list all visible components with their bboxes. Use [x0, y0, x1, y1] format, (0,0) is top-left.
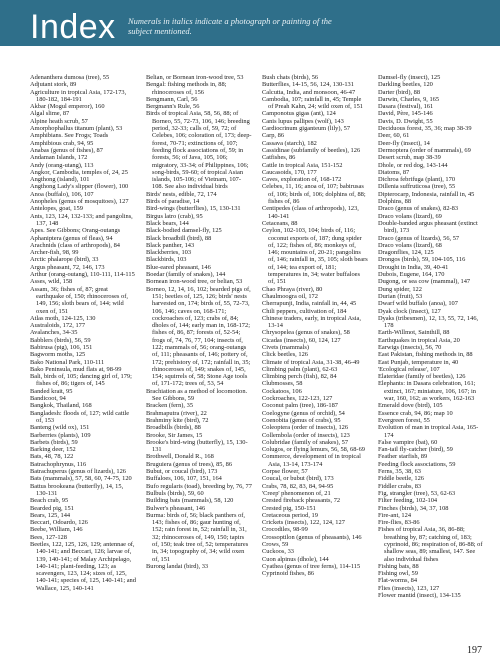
index-entry: Carp, 86	[262, 132, 285, 140]
index-entry: Celebes, 11, 16; anoa of, 107; babirusas of, 106; birds of, 106; dolphins of, 88; fishes of, 86	[262, 183, 366, 206]
index-entry: Dasara (festival), 161	[378, 103, 434, 111]
index-column-1	[30, 74, 136, 634]
index-entry: Argus pheasant, 72, 146, 173	[30, 263, 105, 271]
index-entry: Dugong, or sea cow (mammal), 147	[378, 278, 471, 286]
index-entry: Beebe, William, 146	[30, 526, 83, 534]
index-entry: Beccari, Odoardo, 126	[30, 519, 88, 527]
index-entry: Bangladesh: floods of, 127; wild cattle of, 153	[30, 409, 130, 424]
index-entry: Earwigs (insects), 56, 70	[378, 343, 442, 351]
index-entry: Barbets (birds), 59	[30, 438, 78, 446]
index-entry: Fishing owl, 59	[378, 570, 418, 578]
index-entry: Bats (mammals), 57, 58, 60, 74-75, 120	[30, 475, 132, 483]
index-entry: Amphibious crab, 94, 95	[30, 139, 94, 147]
index-entry: Bubut, or coucal (bird), 173	[146, 468, 218, 476]
index-entry: Angthong Lady's slipper (flower), 100	[30, 183, 129, 191]
index-entry: Barking deer, 152	[30, 446, 76, 454]
index-entry: Birds' nests, edible, 72, 174	[146, 190, 217, 198]
index-entry: Bush chats (birds), 56	[262, 74, 319, 81]
index-entry: Bengal: fishing methods in, 88; rhinoceroses of, 156	[146, 81, 227, 96]
page-number: 197	[467, 645, 482, 656]
index-entry: Black panther, 143	[146, 241, 195, 249]
index-entry: Drongos (birds), 59, 104-105, 116	[378, 256, 466, 264]
index-entry: Centipedes (class of arthropods), 123, 140-141	[262, 205, 359, 220]
index-entry: Dyaks (tribesmen), 12, 13, 55, 72, 146, 178	[378, 314, 479, 330]
index-entry: Deer-fly (insect), 14	[378, 139, 430, 147]
index-entry: Arachnids (class of arthropods), 84	[30, 241, 120, 249]
index-entry: Dyak clock (insect), 127	[378, 307, 441, 315]
index-entry: Calcutta, India, and monsoon, 46-47	[262, 88, 356, 96]
index-entry: East Punjab, temperature in, 40	[378, 358, 459, 366]
index-entry: Ants, 123, 124, 132-133; and pangolins, 137, 148	[30, 212, 133, 227]
index-entry: False vampire (bat), 60	[378, 438, 438, 446]
index-entry: Cuon alpinus (dhole), 144	[262, 555, 329, 563]
index-entry: Fan-tail fly-catcher (bird), 59	[378, 446, 453, 454]
index-entry: Caucasoids, 170, 177	[262, 168, 317, 176]
index-entry: Brooke, Sir James, 15	[146, 431, 203, 439]
index-entry: Fire-flies, 83-86	[378, 519, 420, 527]
index-entry: Draco volans (lizard), 68	[378, 241, 442, 249]
index-entry: David, Père, 145-146	[378, 110, 433, 118]
index-entry: 'Ecological release', 107	[378, 365, 440, 373]
index-entry: Fire-ant, 124	[378, 511, 412, 519]
italics-note: Numerals in italics indicate a photograph or painting of the subject mentioned.	[128, 16, 332, 37]
index-entry: Cuckoos, 33	[262, 548, 294, 556]
index-entry: Bracken (fern), 35	[146, 402, 194, 410]
index-entry: Durian (fruit), 53	[378, 292, 423, 300]
index-entry: Bergmann's Rule, 56	[146, 103, 200, 111]
index-entry: Burma: birds of, 56; black panthers of, 143; fishes of, 86; gaur hunting of, 152; rain forest in, 52; rainfall in, 31, 32; rhinoceroses of, 149, 150; tapirs of, 150; teak tree of, 52; temperatures in, 34; topography of, 34; wild oxen of, 151	[146, 511, 249, 563]
index-entry: Birgus latro (crab), 95	[146, 212, 203, 220]
index-entry: Earthquakes in tropical Asia, 20	[378, 336, 460, 344]
index-entry: Collembola (order of insects), 123	[262, 431, 350, 439]
index-entry: Chili peppers, cultivation of, 184	[262, 307, 347, 315]
index-entry: Adjutant stork, 89	[30, 81, 77, 89]
index-entry: Buffaloes, 106, 107, 151, 164	[146, 475, 222, 483]
index-entry: Bruguiera (genus of trees), 85, 86	[146, 460, 233, 468]
index-entry: Anabas (genus of fishes), 87	[30, 146, 103, 154]
index-entry: Drought in India, 39, 40-41	[378, 263, 449, 271]
index-entry: Butterflies, 14-15, 56, 124, 130-131	[262, 81, 354, 89]
index-entry: Coelogyne (genus of orchid), 54	[262, 409, 345, 417]
index-entry: Cardiocrinum giganteum (lily), 57	[262, 125, 351, 133]
index-entry: Brahmaputra (river), 22	[146, 409, 207, 417]
index-entry: Black bears, 144	[146, 219, 189, 227]
index-entry: Dhole, or red dog, 143-144	[378, 161, 448, 169]
index-entry: Dubois, Eugene, 164, 170	[378, 271, 445, 279]
index-entry: Brachiation as a method of locomotion. See Gibbons, 59	[146, 387, 248, 403]
index-entry: Finches (birds), 34, 37, 108	[378, 504, 449, 512]
index-entry: Belian, or Bornean iron-wood tree, 53	[146, 74, 244, 81]
page-title: Index	[30, 8, 116, 46]
index-entry: Cetaceans, 88	[262, 219, 298, 227]
index-entry: Anoa (buffalo), 106, 107	[30, 190, 94, 198]
index-entry: Cyprinoid fishes, 86	[262, 570, 315, 578]
index-entry: Dung spider, 122	[378, 285, 422, 293]
index-entry: Civets (mammals)	[262, 343, 310, 351]
index-entry: Cassava (starch), 182	[262, 139, 317, 147]
index-entry: Fiddler crabs, 83	[378, 482, 422, 490]
index-entry: Assam, 36; fishes of, 87; great earthquake of, 150; rhinoceroses of, 149, 156; sloth bears of, 144; wild oxen of, 151	[30, 285, 128, 315]
index-entry: Fishes of tropical Asia, 36, 86-88; breathing by, 87; catching of, 183; cyprinoid, 86; respiration of, 86-88; of shallow seas, 89; smallest, 147. See also individual fishes	[378, 526, 483, 563]
index-entry: Banteng (wild ox), 151	[30, 424, 90, 432]
index-entry: Deciduous forest, 35, 36; map 38-39	[378, 125, 472, 133]
index-entry: Corpse flower, 57	[262, 468, 308, 476]
index-entry: Bagworm moths, 125	[30, 351, 86, 359]
index-entry: Angthong (island), 101	[30, 176, 90, 184]
index-entry: Evolution of man in tropical Asia, 165-174	[378, 424, 479, 439]
index-entry: Blue-eared pheasant, 146	[146, 263, 211, 271]
index-column-4	[378, 74, 484, 634]
index-entry: Angkor, Cambodia, temples of, 24, 25	[30, 168, 128, 176]
index-entry: Bulwer's pheasant, 146	[146, 504, 206, 512]
index-entry: Beach crab, 95	[30, 497, 69, 505]
index-column-3	[262, 74, 368, 634]
index-entry: Bats, 48, 78, 122	[30, 453, 74, 461]
index-entry: Chaulmoogra oil, 172	[262, 292, 318, 300]
index-entry: Crabs, 78, 82, 83, 84, 94-95	[262, 482, 334, 490]
index-entry: Emerald dove (bird), 105	[378, 402, 443, 410]
index-entry: Bulbuls (birds), 59, 60	[146, 489, 204, 497]
index-entry: Chrysopelea (genus of snakes), 58	[262, 329, 350, 337]
index-entry: Cretaceous period, 19	[262, 511, 318, 519]
index-entry: Babirusa (pig), 106, 151	[30, 343, 93, 351]
index-entry: Amphibians. See Frogs; Toads	[30, 132, 109, 140]
index-entry: Damsel-fly (insect), 125	[378, 74, 441, 81]
index-entry: Dichroa febrifuga (plant), 170	[378, 176, 456, 184]
index-entry: Cambodia, 107; rainfall in, 45; Temple of Preah Kahn, 24; wild oxen of, 151	[262, 95, 363, 111]
index-entry: Coucal, or bubut (bird), 173	[262, 475, 334, 483]
index-entry: Bees, 127-128	[30, 533, 67, 541]
index-entry: Agriculture in tropical Asia, 172-173, 180-182, 184-191	[30, 88, 127, 103]
index-entry: Bufo regularis (toad), breeding by, 76, 77	[146, 482, 252, 490]
index-entry: Aphaniptera (genus of fleas), 94	[30, 234, 113, 242]
index-entry: Deer, 60, 61	[378, 132, 410, 140]
index-entry: Borneo, 12, 14, 16, 102; bearded pigs of, 151; beetles of, 125, 126; birds' nests harvested on, 174; birds of, 55, 72-73, 106, 146; caves on, 168-171; cockroaches of, 123; crabs of, 84; dholes of, 144; early man in, 168-172; fishes of, 86, 87; forests of, 52-54; frogs of, 74, 76, 77, 104; insects of, 122; mammals of, 56; orang-outangs of, 111; pheasants of, 146; pottery of, 172; prehistory of, 172; rainfall in, 35; rhinoceroses of, 149; snakes of, 145, 154; squirrels of, 58; Stone Age tools of, 171-172; trees of, 53, 54	[146, 285, 251, 388]
index-entry: Dwarf wild buffalo (anoa), 107	[378, 300, 458, 308]
index-entry: Babblers (birds), 56, 59	[30, 336, 91, 344]
index-entry: Crested pig, 150-151	[262, 504, 316, 512]
index-header	[0, 0, 500, 64]
index-entry: Diatoms, 87	[378, 168, 410, 176]
index-entry: Evergreen forest, 55	[378, 416, 430, 424]
index-entry: Crossoptilon (genus of pheasants), 146	[262, 533, 362, 541]
index-entry: Crickets (insects), 122, 124, 127	[262, 519, 345, 527]
index-entry: Climbing palm (plant), 62-63	[262, 365, 338, 373]
index-entry: Bears, 125, 144	[30, 511, 71, 519]
index-entry: Bako National Park, 110-111	[30, 358, 105, 366]
index-column-2	[146, 74, 252, 634]
index-entry: Darwin, Charles, 9, 165	[378, 95, 440, 103]
index-entry: Draco (genus of snakes), 82-83	[378, 205, 459, 213]
index-entry: Bandicoot, 94	[30, 395, 66, 403]
index-entry: Clubmosses, 58	[262, 380, 303, 388]
index-entry: Atlas moth, 124-125, 130	[30, 314, 96, 322]
index-entry: Dermoptera (order of mammals), 69	[378, 146, 471, 154]
index-entry: Broadbills (birds), 88	[146, 424, 201, 432]
index-entry: Cattle in tropical Asia, 151-152	[262, 161, 343, 169]
index-entry: Arthur (orang-outang), 110-111, 114-115	[30, 271, 135, 279]
index-entry: Anopheles (genus of mosquitoes), 127	[30, 198, 129, 206]
index-entry: Brooke's bird-wing (butterfly), 15, 130-131	[146, 438, 248, 454]
index-entry: Bearded pig, 151	[30, 504, 74, 512]
index-entry: Barberries (plants), 109	[30, 431, 91, 439]
index-entry: Colubridae (family of snakes), 57	[262, 438, 349, 446]
index-entry: Climbing perch (fish), 82, 84	[262, 373, 337, 381]
index-entry: Black-bodied damsel-fly, 125	[146, 227, 222, 235]
index-entry: Beetles, 122, 125, 126, 129; antennae of, 140-141; and Beccari, 126; larvae of, 139, 140-141; of Malay Archipelago, 140-141; plant-feeding, 123; as scavengers, 123, 124; sizes of, 125, 140-141; species of, 125, 140-141; and Wallace, 125, 140-141	[30, 541, 136, 592]
index-entry: Boedar (family of snakes), 144	[146, 271, 226, 279]
index-entry: Flat-worms, 84	[378, 577, 418, 585]
index-entry: Draco (genus of lizards), 56, 57	[378, 234, 460, 242]
index-entry: Cyathea (genus of tree ferns), 114-115	[262, 562, 361, 570]
index-columns	[30, 74, 484, 634]
index-entry: Apes. See Gibbons; Orang-outangs	[30, 227, 121, 235]
index-entry: Double-banded argus pheasant (extinct bird), 173	[378, 219, 478, 235]
index-entry: Black broadbill (bird), 88	[146, 234, 212, 242]
index-entry: Flies (insects), 123, 127	[378, 584, 440, 592]
index-entry: Blackbirds, 103	[146, 256, 187, 264]
index-entry: Cicadas (insects), 60, 124, 127	[262, 336, 341, 344]
index-entry: Filter feeding, 102-104	[378, 497, 438, 505]
index-entry: Crows, 59	[262, 541, 289, 548]
index-entry: Fig, strangler (tree), 53, 62-63	[378, 489, 456, 497]
index-entry: Dolphins, 88	[378, 198, 412, 206]
index-entry: Desert scrub, map 38-39	[378, 154, 441, 162]
index-entry: Brothwell, Donald R., 168	[146, 453, 214, 461]
index-entry: Coconut palm (tree), 186-187	[262, 402, 338, 410]
index-entry: Batrachophrynus, 116	[30, 460, 87, 468]
index-entry: Dillenia suffruticosa (tree), 55	[378, 183, 456, 191]
index-entry: Asses, wild, 158	[30, 278, 73, 286]
index-entry: Archer-fish, 98, 99	[30, 249, 79, 257]
index-entry: Avalanches, 34-35	[30, 329, 78, 337]
index-entry: Amorphophallus titanum (plant), 53	[30, 125, 123, 133]
index-entry: Akbar (Mogul emperor), 160	[30, 103, 105, 111]
index-entry: Blackberries, 103	[146, 249, 192, 257]
index-entry: Earth-Willmot, Sainthill, 88	[378, 329, 450, 337]
index-entry: Fishing bats, 88	[378, 562, 419, 570]
index-entry: Cockroaches, 122-123, 127	[262, 395, 333, 403]
index-entry: Andaman Islands, 172	[30, 154, 88, 162]
index-entry: Essence crab, 94, 86; map 10	[378, 409, 453, 417]
index-entry: Birds of tropical Asia, 58, 56, 88; of Borneo, 55, 72-73, 106, 146; breeding period, 32-33; calls of, 59, 72; of Celebes, 106; coloration of, 173; deep-forest, 70-71; extinctions of, 107; feeding flock associations of, 59; in forests, 56; of Java, 105, 106; migratory, 33-34; of Philippines, 106; song-birds, 59-60; of tropical Asian islands, 105-106; of Vietnam, 107-108. See also individual birds	[146, 110, 252, 191]
index-entry: Bali, birds of, 105; dancing girl of, 179; fishes of, 86; tigers of, 145	[30, 373, 132, 388]
index-entry: Colugos, or flying lemurs, 56, 58, 68-69	[262, 446, 365, 454]
index-entry: Canis lupus pallipes (wolf), 143	[262, 117, 344, 125]
index-entry: Caves, exploration of, 168-172	[262, 176, 342, 184]
index-entry: Draco volans (lizard), 69	[378, 212, 442, 220]
index-entry: 'Creep' phenomenon of, 21	[262, 489, 331, 497]
index-entry: Climate of tropical Asia, 31-38, 46-49	[262, 358, 360, 366]
index-entry: Battus brookeana (butterfly), 14, 15, 130-131	[30, 482, 124, 497]
index-entry: Bako Peninsula, mud flats at, 98-99	[30, 365, 122, 373]
index-entry: Camponotus gigas (ant), 124	[262, 110, 336, 118]
index-entry: Andy (orang-utang), 113	[30, 161, 94, 169]
index-entry: Building bats (mammals), 58, 120	[146, 497, 234, 505]
index-entry: Banded krait, 95	[30, 387, 73, 395]
index-entry: Cockatoos, 106	[262, 387, 302, 395]
index-entry: Crested fireback pheasants, 72	[262, 497, 341, 505]
index-entry: Bangkok, Thailand, 168	[30, 402, 92, 410]
index-entry: Birds of paradise, 14	[146, 198, 200, 206]
index-entry: Burong landai (bird), 33	[146, 562, 209, 570]
index-entry: Bornean iron-wood tree, or belian, 53	[146, 278, 243, 286]
index-entry: Antelopes, goat, 159	[30, 205, 83, 213]
index-entry: Ferns, 35, 38, 63	[378, 468, 421, 476]
index-entry: Crocodiles, 98-99	[262, 526, 308, 534]
index-entry: Ceylon, 102-103, 104; birds of, 116; coconut exports of, 187; dung spider of, 122; fishes of, 86; monkeys of, 146; mountains of, 20-21; pangolins of, 146; rainfall in, 35, 105; sloth bears of, 144; tea export of, 181; temperatures in, 34; water buffaloes of, 151	[262, 227, 368, 286]
index-entry: Batrachuperus (genus of lizards), 126	[30, 468, 127, 476]
index-entry: Brahminy kite (bird), 72	[146, 416, 209, 424]
index-entry: Darter (bird), 88	[378, 88, 421, 96]
index-entry: Dragonflies, 124, 125	[378, 249, 434, 257]
index-entry: Chinese traders, early, in tropical Asia, 13-14	[262, 314, 361, 330]
index-entry: Elephants: in Dasara celebration, 161; extinct, 167; miniature, 106, 167; in war, 160, 162; as workers, 162-163	[378, 380, 476, 403]
index-entry: Catfishes, 86	[262, 154, 296, 162]
index-entry: Darkling beetles, 120	[378, 81, 433, 89]
index-entry: Dipterocarp, Indonesia, rainfall in, 45	[378, 190, 475, 198]
index-entry: Adenanthera dumosa (tree), 55	[30, 74, 110, 81]
index-entry: Arctic phalarope (bird), 33	[30, 256, 99, 264]
index-entry: Bengmann, Carl, 56	[146, 95, 198, 103]
index-entry: Cherrapunji, India, rainfall in, 44, 45	[262, 300, 357, 308]
index-entry: Feather starfish, 89	[378, 453, 428, 461]
index-entry: East Pakistan, fishing methods in, 88	[378, 351, 473, 359]
index-entry: Fiddle beetle, 126	[378, 475, 424, 483]
index-entry: Bird-wings (butterflies), 15, 130-131	[146, 205, 241, 213]
index-entry: Alpine heath scrub, 57	[30, 117, 88, 125]
index-entry: Commerce, development of in tropical Asia, 13-14, 173-174	[262, 453, 361, 468]
index-entry: Davis, D. Dwight, 55	[378, 117, 433, 125]
index-entry: Click beetles, 126	[262, 351, 308, 359]
index-entry: Chao Phraya (river), 80	[262, 285, 323, 293]
index-entry: Flower mantid (insect), 134-135	[378, 592, 461, 600]
index-entry: Algal slime, 87	[30, 110, 70, 118]
index-entry: Coenobita (genus of crabs), 95	[262, 416, 341, 424]
index-entry: Cassidinae (subfamily of beetles), 126	[262, 146, 361, 154]
index-entry: Coleoptera (order of insects), 126	[262, 424, 349, 432]
index-entry: Feeding flock associations, 59	[378, 460, 456, 468]
index-entry: Elateridae (family of beetles), 126	[378, 373, 466, 381]
index-entry: Australoids, 172, 177	[30, 322, 86, 330]
